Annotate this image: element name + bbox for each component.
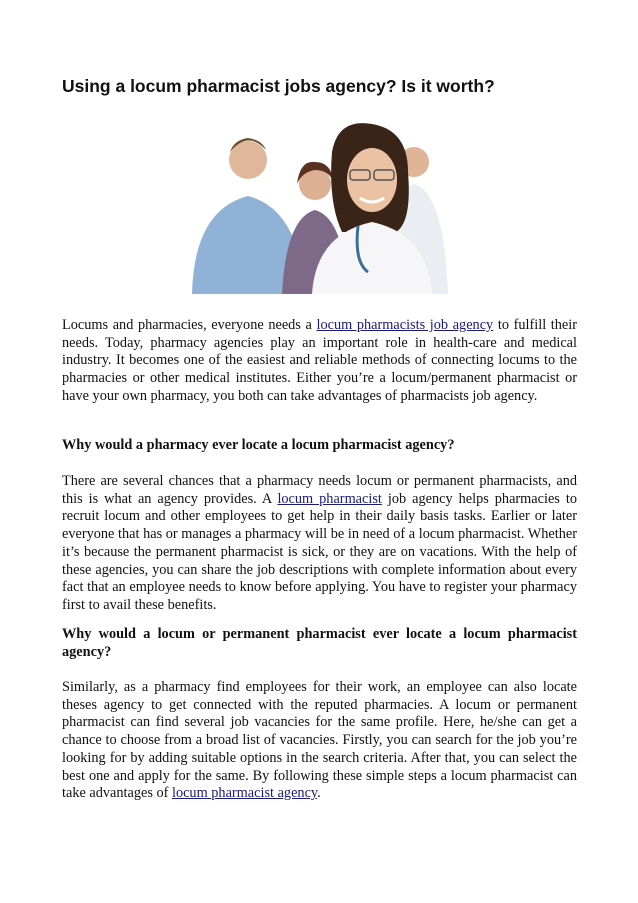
text: job agency helps pharmacies to recruit locum and other employees to get help in their daily basis tasks. Earlier or later everyone that has or manages a pharmacy will be in need of a locum pharmacist. Whether it’s because the permanent pharmacist is sick, or they are on vacations. With the help of these agencies, you can share the job descriptions with complete information about every fact that an employee needs to know before applying. You have to register your pharmacy first to avail these benefits. xyxy=(62,490,577,613)
text: There are several chances that a pharmacy needs locum or permanent pharmacists, and this is what an agency provides. A xyxy=(62,473,577,507)
pharmacy-paragraph xyxy=(62,473,577,615)
page-title: Using a locum pharmacist jobs agency? Is it worth? xyxy=(62,76,495,96)
text: Similarly, as a pharmacy find employees for their work, an employee can also locate theses agency to get connected with the reputed pharmacies. A locum or permanent pharmacist can find several job vacancies for the same profile. Here, he/she can get a chance to choose from a broad list of vacancies. Firstly, you can search for the job you’re looking for by adding suitable options in the search criteria. After that, you can select the best one and apply for the same. By following these simple steps a locum pharmacist can take advantages of xyxy=(62,679,577,802)
section-heading-pharmacist: Why would a locum or permanent pharmacist ever locate a locum pharmacist agency? xyxy=(62,626,577,660)
locum-pharmacist-link[interactable]: locum pharmacist xyxy=(277,490,382,507)
intro-paragraph xyxy=(62,317,577,406)
pharmacist-paragraph xyxy=(62,679,577,803)
locum-pharmacist-agency-link[interactable]: locum pharmacist agency xyxy=(171,785,318,802)
section-heading-pharmacy: Why would a pharmacy ever locate a locum pharmacist agency? xyxy=(62,437,455,453)
people-photo xyxy=(182,122,448,294)
text: to fulfill their needs. Today, pharmacy agencies play an important role in health-care and medical industry. It becomes one of the easiest and reliable methods of connecting locums to the pharmacies or other medical institutes. Either you’re a locum/permanent pharmacist or have your own pharmacy, you both can take advantages of pharmacists job agency. xyxy=(62,317,578,404)
locum-pharmacists-job-agency-link[interactable]: locum pharmacists job agency xyxy=(316,317,494,333)
text: . xyxy=(317,785,321,802)
text: Locums and pharmacies, everyone needs a xyxy=(62,317,317,333)
